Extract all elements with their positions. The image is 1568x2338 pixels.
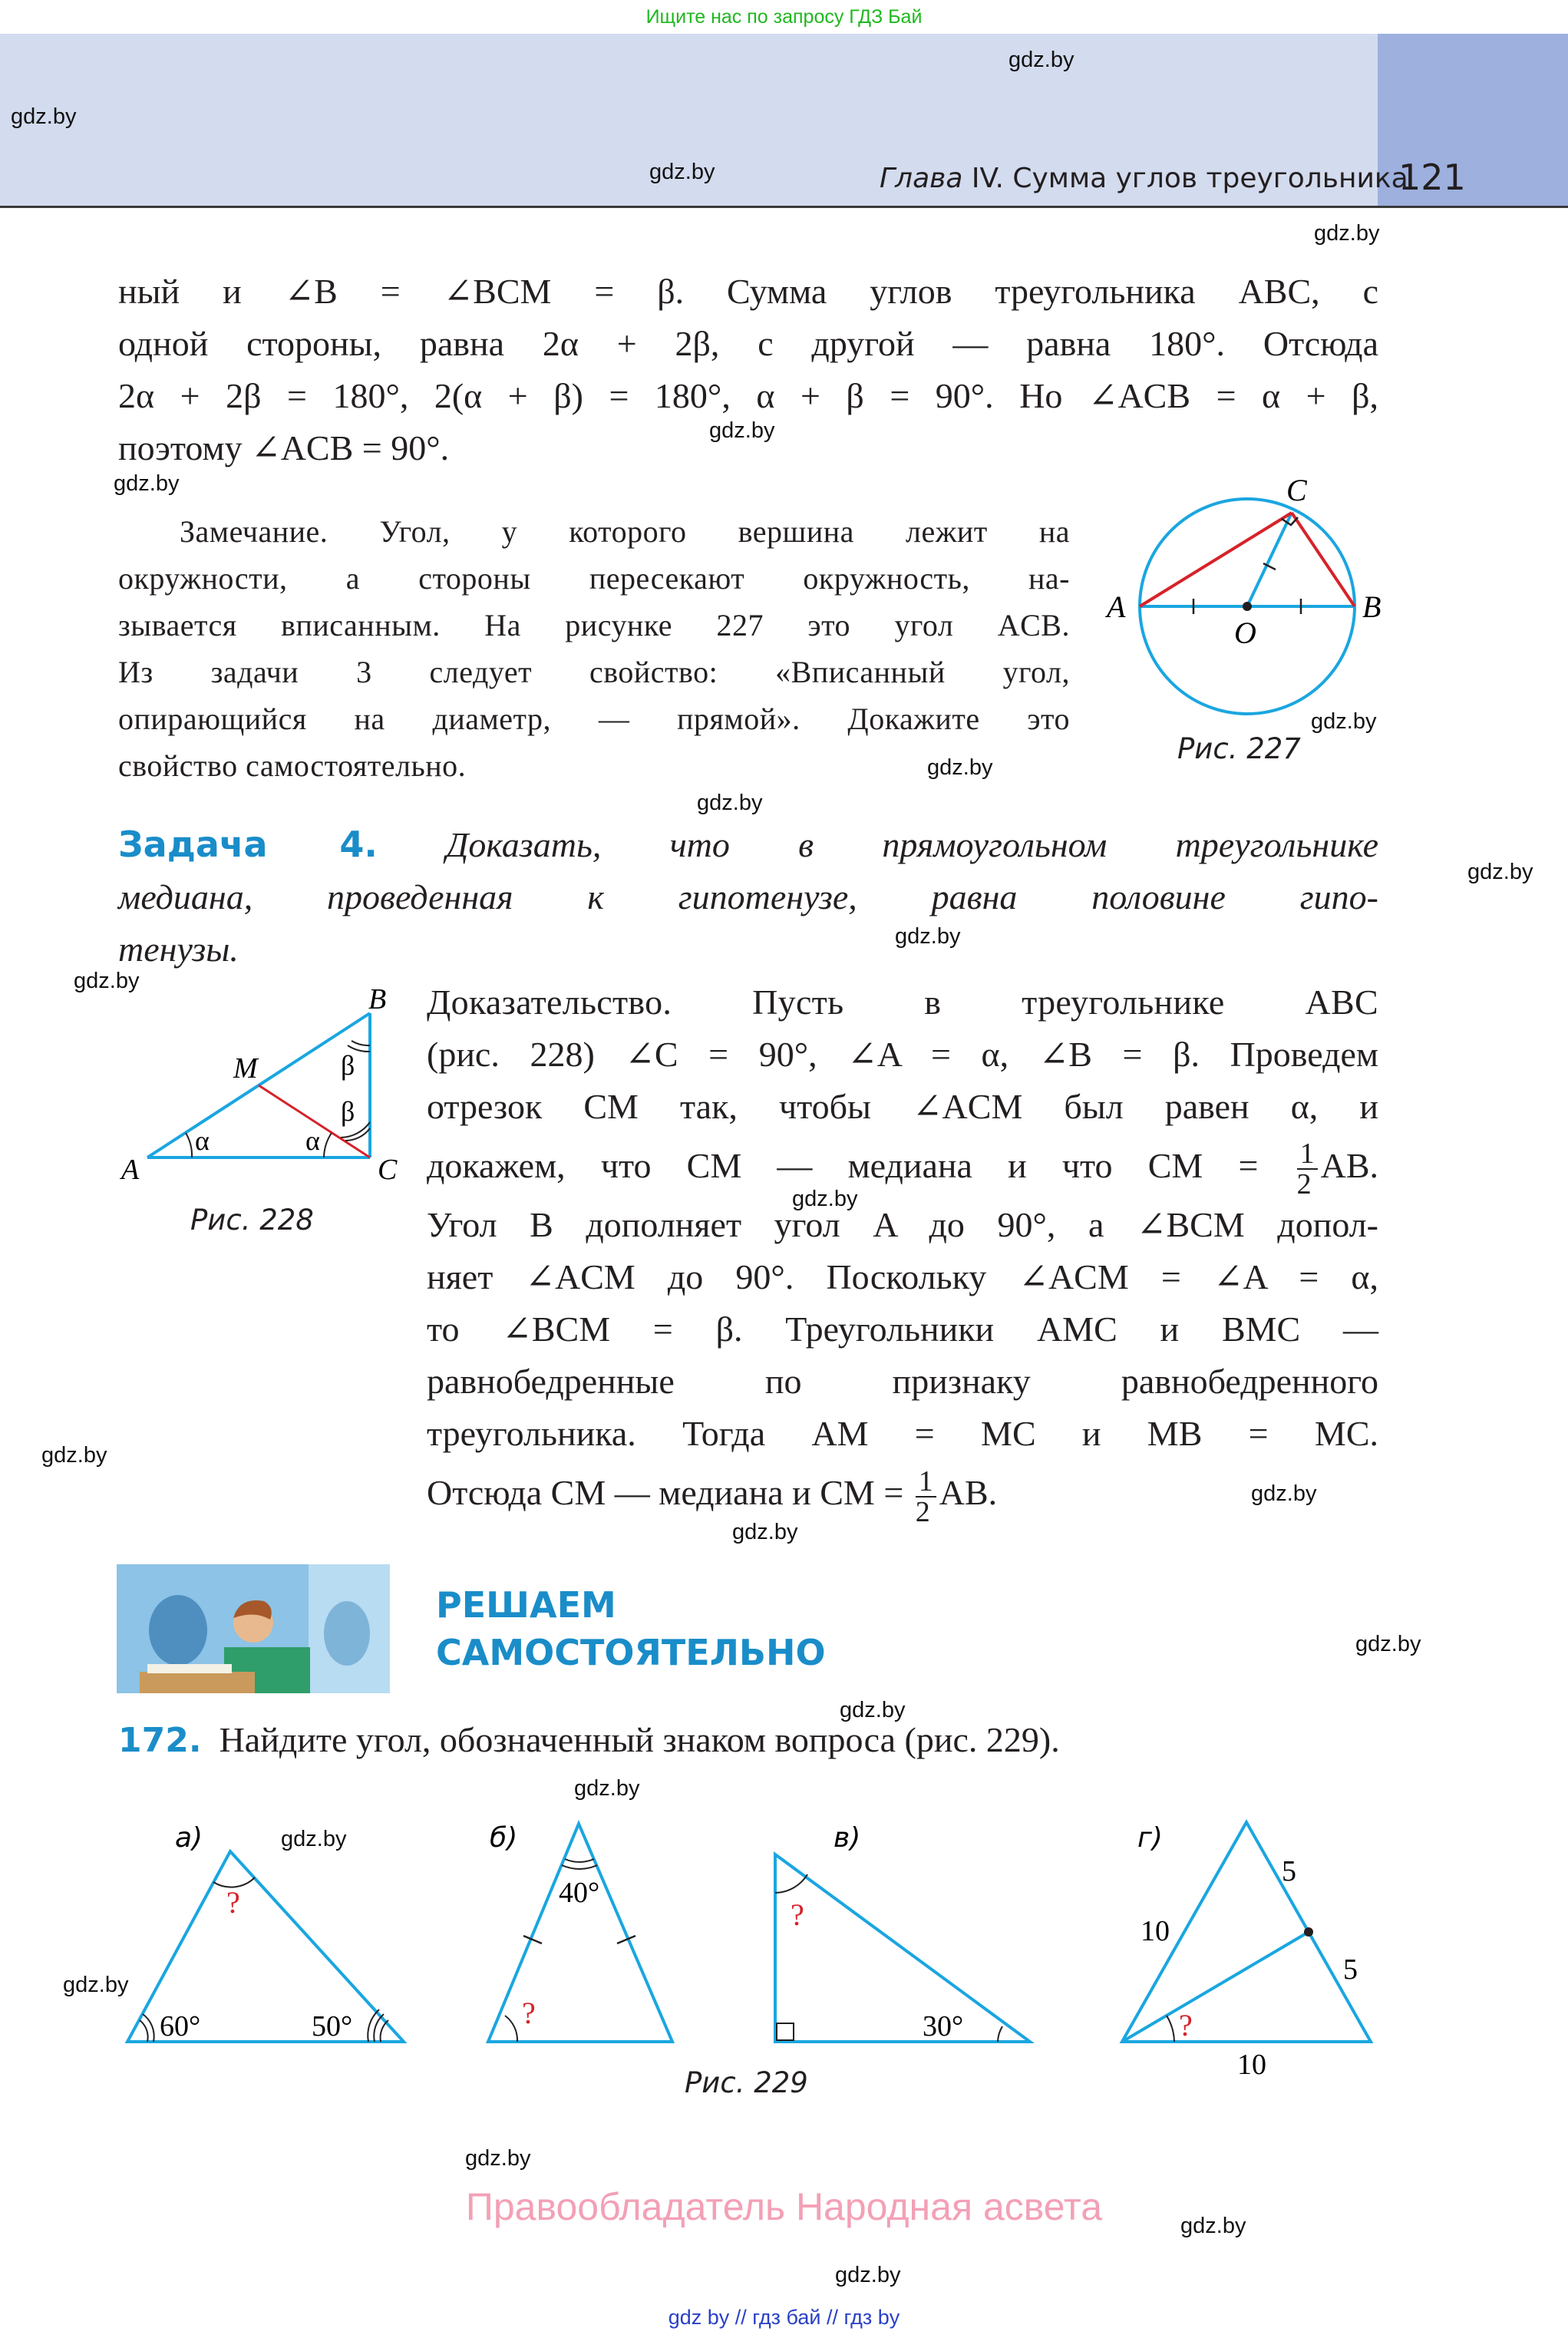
angle-arc bbox=[505, 2016, 517, 2042]
angle-arc bbox=[352, 1041, 370, 1045]
watermark: gdz.by bbox=[574, 1776, 640, 1801]
text-line: отрезок CM так, чтобы ∠ACM был равен α, и bbox=[427, 1087, 1378, 1126]
top-banner[interactable]: Ищите нас по запросу ГДЗ Бай bbox=[645, 6, 923, 28]
question-mark: ? bbox=[226, 1885, 240, 1920]
watermark: gdz.by bbox=[1314, 221, 1380, 246]
label-beta: β bbox=[341, 1096, 355, 1127]
watermark: gdz.by bbox=[11, 104, 77, 129]
watermark: gdz.by bbox=[840, 1698, 906, 1722]
text-line: Задача 4. Доказать, что в прямоугольном треугольнике bbox=[118, 824, 1379, 865]
sub-label: в) bbox=[834, 1822, 861, 1854]
text-line: няет ∠ACM до 90°. Поскольку ∠ACM = ∠A = α, bbox=[427, 1257, 1378, 1297]
header-divider bbox=[0, 206, 1568, 208]
label-c: C bbox=[378, 1154, 398, 1186]
watermark: gdz.by bbox=[895, 924, 961, 949]
watermark: gdz.by bbox=[1251, 1481, 1317, 1506]
angle-arc bbox=[345, 1128, 370, 1141]
figure-229 bbox=[115, 1804, 1389, 2080]
text-line: Отсюда CM — медиана и CM = $\frac{1}{2}$ AB. bbox=[427, 1465, 998, 1528]
watermark: gdz.by bbox=[697, 791, 763, 815]
angle-arc bbox=[186, 1133, 192, 1157]
angle-label: 30° bbox=[923, 2010, 964, 2042]
angle-arc bbox=[324, 1133, 332, 1157]
label-a: A bbox=[1107, 589, 1126, 624]
right-angle-mark bbox=[777, 2023, 794, 2040]
copyright-notice: Правообладатель Народная асвета bbox=[465, 2185, 1103, 2228]
question-mark: ? bbox=[1179, 2008, 1193, 2042]
label-alpha: α bbox=[195, 1125, 210, 1156]
watermark: gdz.by bbox=[1008, 48, 1074, 72]
triangle-b bbox=[488, 1822, 672, 2042]
angle-arc bbox=[998, 2026, 1002, 2042]
watermark: gdz.by bbox=[649, 160, 715, 184]
side-label: 5 bbox=[1343, 1953, 1358, 1986]
figure-caption: Рис. 229 bbox=[685, 2066, 808, 2099]
watermark: gdz.by bbox=[281, 1827, 347, 1851]
side-label: 10 bbox=[1141, 1915, 1170, 1947]
label-o: O bbox=[1234, 616, 1256, 650]
text-line: (рис. 228) ∠C = 90°, ∠A = α, ∠B = β. Проведем bbox=[427, 1035, 1378, 1074]
fraction: $\frac{1}{2}$ bbox=[916, 1467, 936, 1527]
page-number: 121 bbox=[1398, 157, 1466, 198]
angle-arc bbox=[562, 1865, 597, 1869]
triangle-v bbox=[775, 1822, 1030, 2042]
question-mark: ? bbox=[522, 1996, 536, 2030]
footer-links[interactable]: gdz by // гдз бай // гдз by bbox=[668, 2306, 900, 2329]
paragraph-continuation bbox=[118, 266, 1378, 474]
desk bbox=[140, 1672, 255, 1693]
text-line: Замечание. Угол, у которого вершина лежит на bbox=[180, 514, 1070, 549]
text-line: треугольника. Тогда AM = MC и MB = MC. bbox=[427, 1414, 1378, 1454]
figure-caption: Рис. 227 bbox=[1177, 732, 1301, 765]
angle-label: 40° bbox=[559, 1877, 600, 1909]
text-line: опирающийся на диаметр, — прямой». Докажите это bbox=[118, 702, 1070, 736]
watermark: gdz.by bbox=[74, 969, 140, 993]
question-mark: ? bbox=[791, 1897, 804, 1932]
silhouette bbox=[149, 1595, 207, 1666]
text-line: то ∠BCM = β. Треугольники AMC и BMC — bbox=[427, 1309, 1378, 1349]
angle-label: 60° bbox=[160, 2010, 201, 2042]
text-line: 2α + 2β = 180°, 2(α + β) = 180°, α + β = 90°. Но ∠ACB = α + β, bbox=[118, 376, 1378, 415]
sub-label: а) bbox=[175, 1822, 203, 1854]
triangle-g bbox=[1122, 1822, 1371, 2080]
text-line: Доказательство. Пусть в треугольнике ABC bbox=[427, 982, 1378, 1022]
angle-label: 50° bbox=[312, 2010, 353, 2042]
text-line: медиана, проведенная к гипотенузе, равна половине гипо- bbox=[118, 877, 1378, 916]
text-line: поэтому ∠ACB = 90°. bbox=[118, 428, 450, 467]
watermark: gdz.by bbox=[732, 1520, 798, 1544]
proof-paragraph bbox=[427, 976, 1378, 1527]
sub-label: г) bbox=[1137, 1822, 1163, 1854]
text-line: Угол B дополняет угол A до 90°, а ∠BCM допол- bbox=[427, 1205, 1378, 1245]
figure-228 bbox=[115, 982, 407, 1197]
silhouette bbox=[324, 1601, 370, 1666]
label-alpha: α bbox=[305, 1125, 320, 1156]
remark-paragraph bbox=[118, 508, 1070, 789]
triangle bbox=[775, 1854, 1030, 2042]
watermark: gdz.by bbox=[1180, 2214, 1246, 2238]
watermark: gdz.by bbox=[927, 755, 993, 780]
text-line: Из задачи 3 следует свойство: «Вписанный угол, bbox=[118, 655, 1070, 689]
figure-227 bbox=[1098, 468, 1389, 722]
text-line: тенузы. bbox=[118, 930, 239, 969]
label-b: B bbox=[1362, 589, 1381, 624]
text-line: свойство самостоятельно. bbox=[118, 748, 467, 783]
watermark: gdz.by bbox=[835, 2263, 901, 2287]
figure-caption: Рис. 228 bbox=[190, 1204, 314, 1237]
problem-number: 172. bbox=[118, 1721, 202, 1760]
watermark: gdz.by bbox=[465, 2146, 531, 2171]
label-c: C bbox=[1286, 473, 1307, 507]
text-line: зывается вписанным. На рисунке 227 это угол ACB. bbox=[118, 608, 1070, 642]
text-line: одной стороны, равна 2α + 2β, с другой — равна 180°. Отсюда bbox=[118, 324, 1378, 363]
watermark: gdz.by bbox=[63, 1973, 129, 1997]
label-b: B bbox=[368, 983, 387, 1015]
problem-172: 172. Найдите угол, обозначенный знаком вопроса (рис. 229). bbox=[118, 1720, 1060, 1760]
triangle-a bbox=[127, 1822, 404, 2042]
fraction: $\frac{1}{2}$ bbox=[1297, 1139, 1318, 1199]
watermark: gdz.by bbox=[1311, 709, 1377, 734]
side-label: 5 bbox=[1282, 1855, 1296, 1887]
label-a: A bbox=[121, 1154, 140, 1186]
segment bbox=[1122, 1932, 1309, 2042]
section-heading: РЕШАЕМ САМОСТОЯТЕЛЬНО bbox=[436, 1584, 826, 1673]
book bbox=[147, 1664, 232, 1673]
watermark: gdz.by bbox=[41, 1443, 107, 1468]
watermark: gdz.by bbox=[114, 471, 180, 496]
watermark: gdz.by bbox=[792, 1187, 858, 1211]
task-label: Задача 4. bbox=[118, 824, 378, 865]
midpoint bbox=[1304, 1927, 1313, 1937]
center-point bbox=[1243, 602, 1252, 611]
text-line: равнобедренные по признаку равнобедренного bbox=[427, 1362, 1378, 1402]
label-beta: β bbox=[341, 1050, 355, 1081]
side-label: 10 bbox=[1237, 2049, 1266, 2080]
angle-arc bbox=[565, 1859, 594, 1862]
angle-arc bbox=[140, 2020, 148, 2042]
student-picture bbox=[117, 1564, 390, 1693]
angle-arc bbox=[1167, 2016, 1174, 2042]
task-4 bbox=[118, 818, 1378, 976]
chapter-title: Глава IV. Сумма углов треугольника bbox=[880, 163, 1408, 194]
classroom-illustration bbox=[117, 1564, 390, 1693]
text-line: ный и ∠B = ∠BCM = β. Сумма углов треугольника ABC, с bbox=[118, 272, 1378, 311]
sub-label: б) bbox=[490, 1822, 518, 1854]
label-m: M bbox=[233, 1052, 258, 1085]
triangle bbox=[488, 1824, 672, 2042]
watermark: gdz.by bbox=[1355, 1632, 1421, 1656]
watermark: gdz.by bbox=[709, 418, 775, 443]
text-line: докажем, что CM — медиана и что CM = $\frac{1}{2}$ AB. bbox=[427, 1138, 1378, 1201]
watermark: gdz.by bbox=[1467, 860, 1533, 884]
text-line: окружности, а стороны пересекают окружность, на- bbox=[118, 561, 1070, 596]
angle-arc bbox=[775, 1874, 807, 1893]
